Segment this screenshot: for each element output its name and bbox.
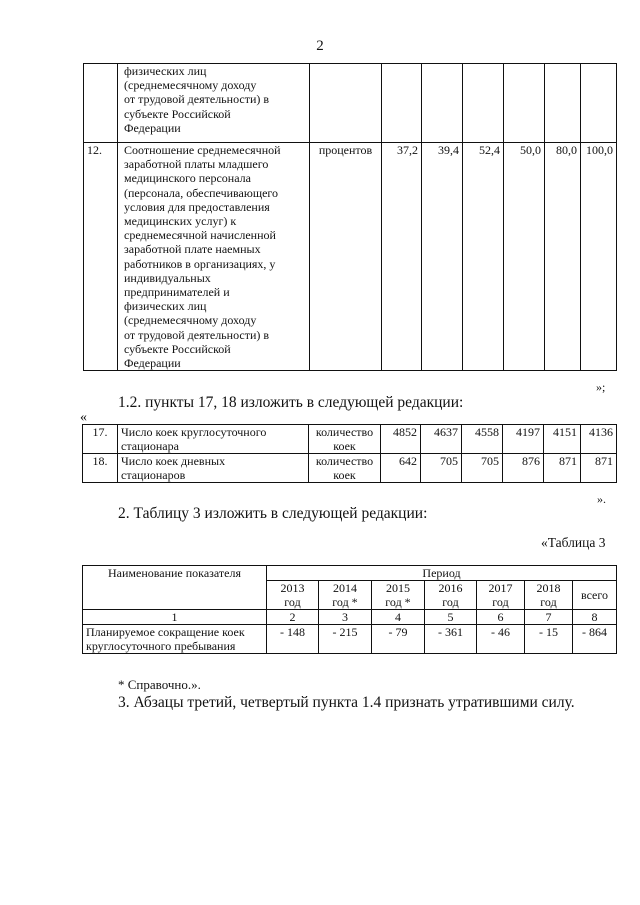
value-cell: 4151: [544, 425, 581, 454]
value-cell: 80,0: [545, 143, 581, 371]
bed-reduction-table: [82, 565, 617, 654]
total-header: всего: [573, 581, 617, 610]
table-row: [83, 425, 617, 454]
value-cell: 37,2: [382, 143, 422, 371]
year-header: 2014 год *: [319, 581, 372, 610]
year-header: 2018 год: [525, 581, 573, 610]
footnote: * Справочно.».: [118, 677, 201, 692]
row-number: 12.: [84, 143, 118, 371]
closing-mark: ».: [597, 492, 606, 506]
value-cell: 4197: [503, 425, 544, 454]
row-number: 17.: [83, 425, 118, 454]
unit-cell: процентов: [310, 143, 382, 371]
indicator-name-header: Наименование показателя: [83, 566, 267, 610]
value-cell: 705: [462, 454, 503, 483]
page-number: 2: [316, 38, 324, 54]
value-cell: 4637: [421, 425, 462, 454]
section-heading: 1.2. пункты 17, 18 изложить в следующей редакции:: [118, 394, 464, 411]
year-header: 2016 год: [425, 581, 477, 610]
beds-table: [82, 424, 617, 483]
opening-quote: «: [80, 410, 87, 425]
row-description: физических лиц (среднемесячному доходу от трудовой деятельности) в субъекте Российской Федерации: [118, 64, 310, 143]
value-cell: - 148: [267, 625, 319, 654]
value-cell: 871: [544, 454, 581, 483]
value-cell: 39,4: [422, 143, 463, 371]
row-description: Соотношение среднемесячной заработной платы младшего медицинского персонала (персонала, обеспечивающего условия для предоставления медицинских услуг) к среднемесячной начисленной заработной плате наемных работников в организациях, у индивидуальных предпринимателей и физических лиц (среднемесячному доходу от трудовой деятельности) в субъекте Российской Федерации: [118, 143, 310, 371]
row-description: Число коек дневных стационаров: [118, 454, 309, 483]
section-heading: 2. Таблицу 3 изложить в следующей редакции:: [118, 505, 428, 522]
value-cell: 50,0: [504, 143, 545, 371]
period-header: Период: [267, 566, 617, 581]
value-cell: 876: [503, 454, 544, 483]
paragraph-item-3: 3. Абзацы третий, четвертый пункта 1.4 признать утратившими силу.: [118, 694, 575, 711]
value-cell: 4136: [581, 425, 617, 454]
value-cell: - 361: [425, 625, 477, 654]
value-cell: 642: [381, 454, 421, 483]
value-cell: 4558: [462, 425, 503, 454]
unit-cell: количество коек: [309, 425, 381, 454]
table-caption: «Таблица 3: [541, 535, 606, 550]
value-cell: - 15: [525, 625, 573, 654]
row-number: 18.: [83, 454, 118, 483]
value-cell: 4852: [381, 425, 421, 454]
value-cell: 52,4: [463, 143, 504, 371]
value-cell: 871: [581, 454, 617, 483]
table-row: [84, 143, 617, 371]
value-cell: - 215: [319, 625, 372, 654]
year-header: 2017 год: [477, 581, 525, 610]
table-row: [84, 64, 617, 143]
value-cell: 705: [421, 454, 462, 483]
table-row: [83, 454, 617, 483]
indicator-name: Планируемое сокращение коек круглосуточного пребывания: [83, 625, 267, 654]
value-cell: - 864: [573, 625, 617, 654]
row-description: Число коек круглосуточного стационара: [118, 425, 309, 454]
year-header: 2013 год: [267, 581, 319, 610]
unit-cell: количество коек: [309, 454, 381, 483]
closing-mark: »;: [596, 380, 606, 394]
table-row: [83, 625, 617, 654]
column-number-row: 1 2 3 4 5 6 7 8: [83, 610, 617, 625]
value-cell: - 79: [372, 625, 425, 654]
header-row: [83, 566, 617, 581]
indicators-table-continuation: [83, 63, 617, 371]
value-cell: 100,0: [581, 143, 617, 371]
value-cell: - 46: [477, 625, 525, 654]
year-header: 2015 год *: [372, 581, 425, 610]
